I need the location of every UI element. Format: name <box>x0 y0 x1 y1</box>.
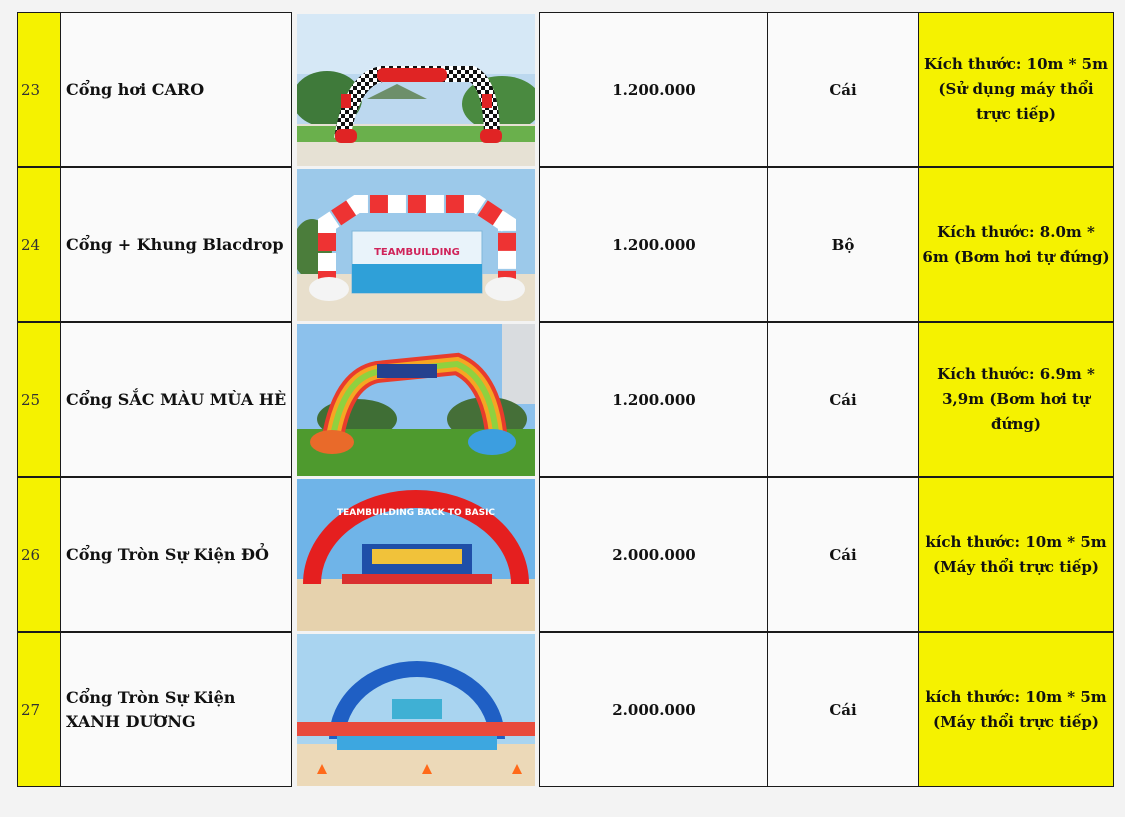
product-image-cell <box>293 322 538 477</box>
product-name: Cổng + Khung Blacdrop <box>60 167 292 322</box>
table-row <box>17 477 1114 632</box>
size-note: Kích thước: 10m * 5m (Sử dụng máy thổi trực tiếp) <box>918 12 1114 167</box>
price: 1.200.000 <box>539 322 769 477</box>
row-number: 24 <box>17 167 62 322</box>
arch-banner-text: TEAMBUILDING BACK TO BASIC <box>336 507 495 518</box>
row-number: 25 <box>17 322 62 477</box>
product-name: Cổng hơi CARO <box>60 12 292 167</box>
checkered-arch-photo <box>297 14 535 166</box>
price: 1.200.000 <box>539 12 769 167</box>
red-round-arch-photo <box>297 479 535 631</box>
unit: Cái <box>767 632 919 787</box>
table-row <box>17 12 1114 167</box>
row-number: 27 <box>17 632 62 787</box>
product-name: Cổng Tròn Sự Kiện XANH DƯƠNG <box>60 632 292 787</box>
rainbow-arch-photo <box>297 324 535 476</box>
unit: Bộ <box>767 167 919 322</box>
product-image-cell <box>293 167 538 322</box>
red-white-arch-backdrop-photo <box>297 169 535 321</box>
size-note: Kích thước: 6.9m * 3,9m (Bơm hơi tự đứng) <box>918 322 1114 477</box>
price: 2.000.000 <box>539 477 769 632</box>
table-row <box>17 167 1114 322</box>
price: 1.200.000 <box>539 167 769 322</box>
row-number: 23 <box>17 12 62 167</box>
row-number: 26 <box>17 477 62 632</box>
backdrop-banner-text: TEAMBUILDING <box>373 246 460 258</box>
blue-round-arch-photo <box>297 634 535 786</box>
product-image-cell <box>293 12 538 167</box>
product-name: Cổng Tròn Sự Kiện ĐỎ <box>60 477 292 632</box>
unit: Cái <box>767 322 919 477</box>
price: 2.000.000 <box>539 632 769 787</box>
table-row <box>17 322 1114 477</box>
product-image-cell <box>293 477 538 632</box>
size-note: kích thước: 10m * 5m (Máy thổi trực tiếp) <box>918 632 1114 787</box>
unit: Cái <box>767 477 919 632</box>
unit: Cái <box>767 12 919 167</box>
size-note: kích thước: 10m * 5m (Máy thổi trực tiếp) <box>918 477 1114 632</box>
table-row <box>17 632 1114 787</box>
product-image-cell <box>293 632 538 787</box>
size-note: Kích thước: 8.0m * 6m (Bơm hơi tự đứng) <box>918 167 1114 322</box>
product-name: Cổng SẮC MÀU MÙA HÈ <box>60 322 292 477</box>
